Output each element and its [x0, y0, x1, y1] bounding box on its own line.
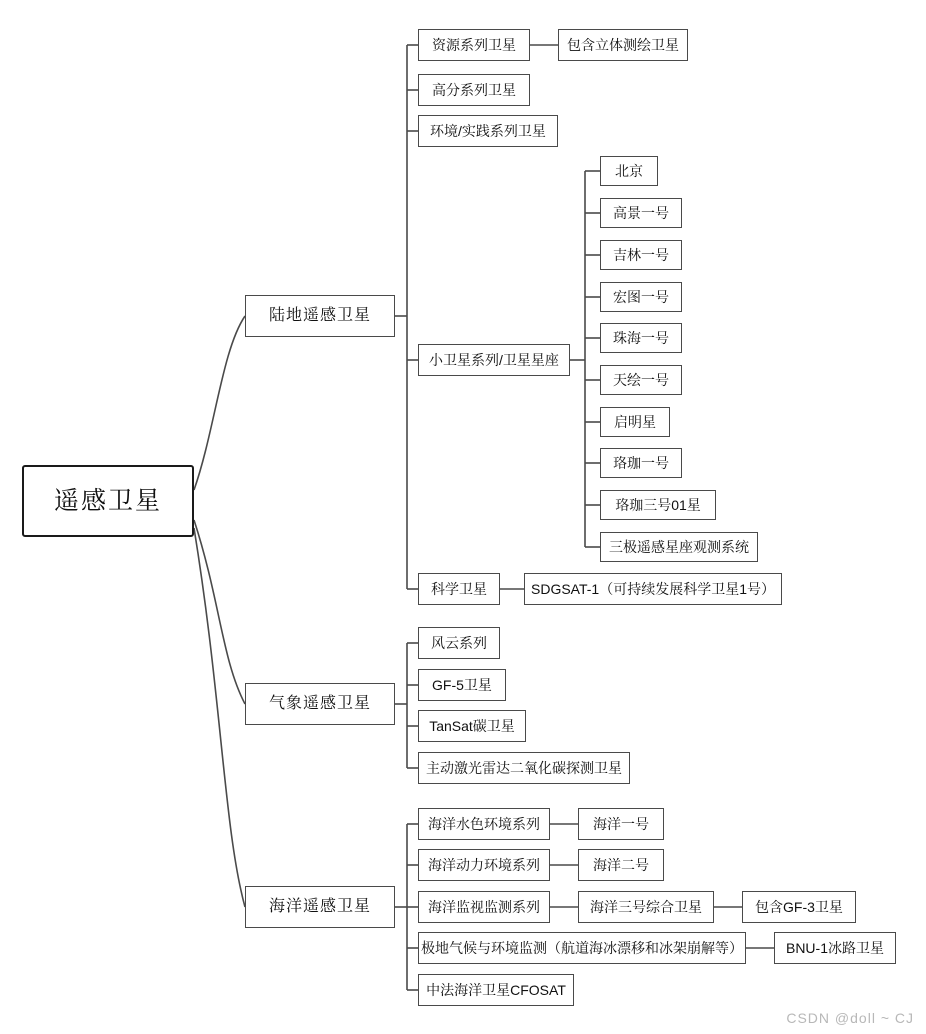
node-huanjing-shijian-series-label: 环境/实践系列卫星 [430, 123, 546, 139]
node-jilin-1-label: 吉林一号 [613, 247, 669, 263]
node-haiyang-2[interactable] [578, 849, 664, 881]
node-haiyang-3[interactable] [578, 891, 714, 923]
node-include-gf3-label: 包含GF-3卫星 [755, 899, 843, 915]
node-active-lidar-co2[interactable] [418, 752, 630, 784]
node-ocean-surveillance-series-label: 海洋监视监测系列 [428, 899, 540, 915]
root-node-label: 遥感卫星 [53, 486, 162, 515]
node-qimingxing-label: 启明星 [614, 414, 656, 430]
node-haiyang-1[interactable] [578, 808, 664, 840]
node-hongtu-1[interactable] [600, 282, 682, 312]
node-luojia-1-label: 珞珈一号 [613, 455, 669, 471]
branch-node-ocean[interactable] [245, 886, 395, 928]
node-fengyun-series-label: 风云系列 [431, 635, 487, 651]
node-gaofen-series[interactable] [418, 74, 530, 106]
node-ocean-dynamics-series-label: 海洋动力环境系列 [428, 857, 540, 873]
node-fengyun-series[interactable] [418, 627, 500, 659]
node-bnu-1-label: BNU-1冰路卫星 [785, 940, 884, 956]
branch-node-ocean-label: 海洋遥感卫星 [268, 898, 371, 915]
node-luojia-1[interactable] [600, 448, 682, 478]
node-gaojing-1[interactable] [600, 198, 682, 228]
node-tansat[interactable] [418, 710, 526, 742]
node-gaofen-series-label: 高分系列卫星 [432, 82, 516, 98]
node-bnu-1[interactable] [774, 932, 896, 964]
node-zhuhai-1[interactable] [600, 323, 682, 353]
node-ocean-color-series-label: 海洋水色环境系列 [428, 816, 540, 832]
node-haiyang-2-label: 海洋二号 [593, 857, 649, 873]
branch-node-meteorological[interactable] [245, 683, 395, 725]
node-haiyang-3-label: 海洋三号综合卫星 [590, 899, 702, 915]
node-tianhui-1-label: 天绘一号 [613, 372, 669, 388]
node-haiyang-1-label: 海洋一号 [593, 816, 649, 832]
node-sdgsat-1[interactable] [524, 573, 782, 605]
node-science-satellite-label: 科学卫星 [431, 581, 487, 597]
node-smallsat-constellation[interactable] [418, 344, 570, 376]
node-ziyuan-series-label: 资源系列卫星 [432, 37, 516, 53]
node-gaojing-1-label: 高景一号 [613, 205, 669, 221]
node-ziyuan-series[interactable] [418, 29, 530, 61]
node-tansat-label: TanSat碳卫星 [429, 718, 515, 734]
node-gf5[interactable] [418, 669, 506, 701]
node-jilin-1[interactable] [600, 240, 682, 270]
node-hongtu-1-label: 宏图一号 [613, 289, 669, 305]
branch-node-land-label: 陆地遥感卫星 [268, 307, 371, 324]
watermark: CSDN @doll ~ CJ [786, 1010, 914, 1026]
node-three-pole-constellation[interactable] [600, 532, 758, 562]
node-stereo-mapping[interactable] [558, 29, 688, 61]
node-gf5-label: GF-5卫星 [432, 677, 492, 693]
node-zhuhai-1-label: 珠海一号 [613, 330, 669, 346]
node-stereo-mapping-label: 包含立体测绘卫星 [567, 37, 679, 53]
node-huanjing-shijian-series[interactable] [418, 115, 558, 147]
node-beijing-label: 北京 [615, 163, 643, 179]
node-tianhui-1[interactable] [600, 365, 682, 395]
root-node[interactable] [22, 465, 194, 537]
branch-node-land[interactable] [245, 295, 395, 337]
node-polar-climate-monitoring[interactable] [418, 932, 746, 964]
node-cfosat[interactable] [418, 974, 574, 1006]
node-include-gf3[interactable] [742, 891, 856, 923]
node-science-satellite[interactable] [418, 573, 500, 605]
node-qimingxing[interactable] [600, 407, 670, 437]
node-ocean-dynamics-series[interactable] [418, 849, 550, 881]
node-active-lidar-co2-label: 主动激光雷达二氧化碳探测卫星 [426, 760, 622, 776]
node-smallsat-constellation-label: 小卫星系列/卫星星座 [429, 352, 559, 368]
node-sdgsat-1-label: SDGSAT-1（可持续发展科学卫星1号） [531, 581, 775, 597]
branch-node-meteorological-label: 气象遥感卫星 [268, 695, 371, 712]
node-polar-climate-monitoring-label: 极地气候与环境监测（航道海冰漂移和冰架崩解等） [421, 940, 743, 956]
node-ocean-surveillance-series[interactable] [418, 891, 550, 923]
node-luojia-3-01[interactable] [600, 490, 716, 520]
node-beijing[interactable] [600, 156, 658, 186]
node-ocean-color-series[interactable] [418, 808, 550, 840]
node-three-pole-constellation-label: 三极遥感星座观测系统 [609, 539, 749, 555]
node-luojia-3-01-label: 珞珈三号01星 [615, 497, 701, 513]
node-cfosat-label: 中法海洋卫星CFOSAT [426, 982, 566, 998]
